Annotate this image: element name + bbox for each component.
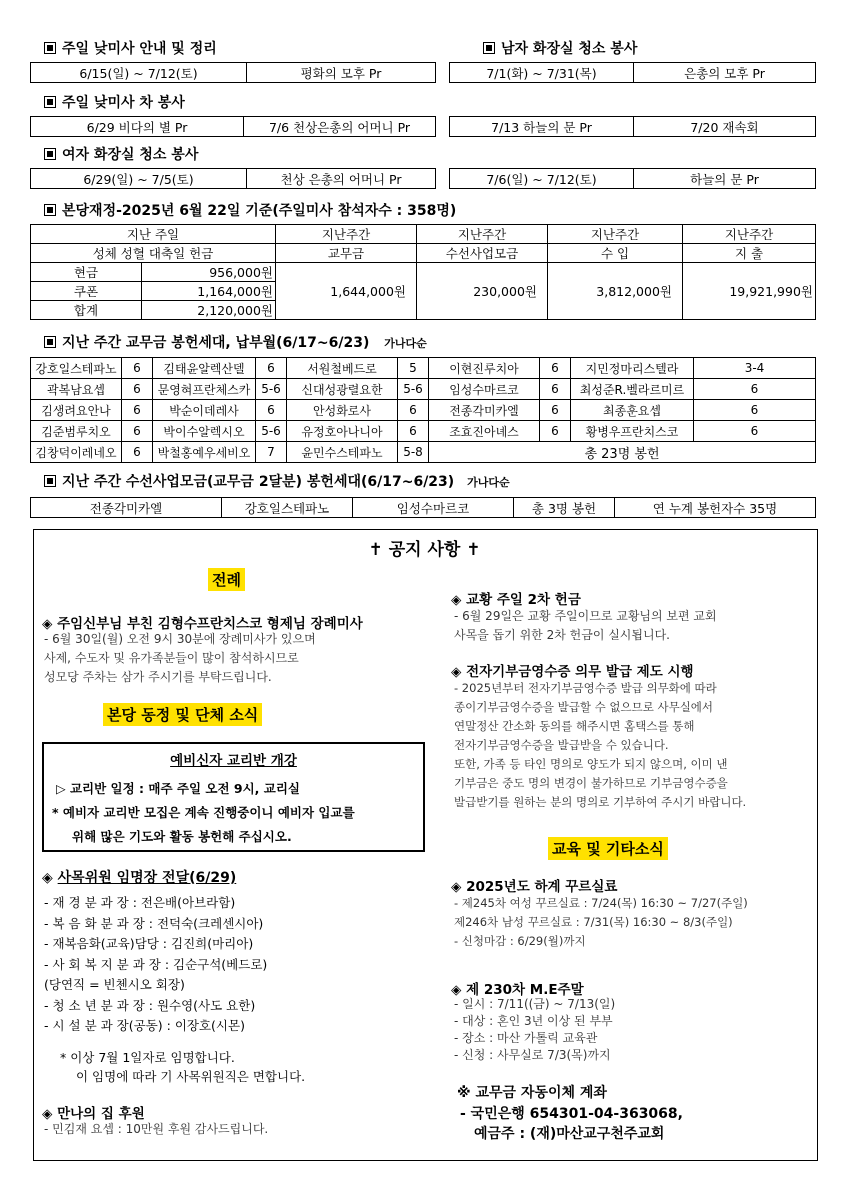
welfare-title: 지난 주간 수선사업모금(교무금 2달분) 봉헌세대(6/17~6/23) 가나다순: [44, 471, 510, 491]
finance-h-dues-2: 교무금: [276, 244, 417, 263]
dues-month: 6: [122, 442, 153, 463]
catechism-note-2: 위해 많은 기도와 활동 봉헌해 주십시오.: [72, 829, 292, 844]
tea-slot-2: 7/6 천상은총의 어머니 Pr: [244, 117, 436, 137]
finance-h-repair-2: 수선사업모금: [417, 244, 548, 263]
women-group-1: 천상 은총의 어머니 Pr: [247, 169, 436, 189]
finance-cash-label: 현금: [31, 263, 142, 282]
men-restroom-table: [449, 62, 816, 83]
finance-h-special: 성체 성혈 대축일 헌금: [31, 244, 276, 263]
dues-name: 안성화로사: [287, 400, 398, 421]
notice-title: ✝ 공지 사항 ✝: [368, 540, 481, 560]
receipt-heading: ◈ 전자기부금영수증 의무 발급 제도 시행: [451, 664, 694, 680]
dues-month: 5-8: [398, 442, 429, 463]
dues-name: 문영혀프란체스카: [153, 379, 256, 400]
committee-heading: ◈ 사목위원 임명장 전달(6/29): [42, 870, 237, 886]
catechism-note-1: * 예비자 교리반 모집은 계속 진행중이니 예비자 입교를: [52, 805, 355, 820]
dues-row: [31, 442, 816, 463]
women-table-right: [449, 168, 816, 189]
liturgy-tag: 전례: [208, 568, 245, 591]
women-date-1: 6/29(일) ~ 7/5(토): [31, 169, 247, 189]
dues-name: 이현진루치아: [429, 358, 540, 379]
catechism-schedule: ▷ 교리반 일정 : 매주 주일 오전 9시, 교리실: [56, 781, 300, 796]
dues-name: 곽복남요셉: [31, 379, 122, 400]
dues-name: 박순이데레사: [153, 400, 256, 421]
men-restroom-date: 7/1(화) ~ 7/31(목): [450, 63, 634, 83]
dues-month: 6: [694, 400, 816, 421]
pope-heading: ◈ 교황 주일 2차 헌금: [451, 592, 581, 608]
dues-month: 6: [398, 421, 429, 442]
finance-h-income-1: 지난주간: [548, 225, 683, 244]
welfare-total: 총 3명 봉헌: [514, 498, 615, 518]
dues-name: 전종각미카엘: [429, 400, 540, 421]
me-body: - 일시 : 7/11((금) ~ 7/13(일) - 대상 : 혼인 3년 이상 된 부부 - 장소 : 마산 가톨릭 교육관 - 신청 : 사무실로 7/3(목)까지: [454, 997, 616, 1062]
catechism-box: [42, 742, 425, 852]
dues-month: 5-6: [256, 421, 287, 442]
parish-tag: 본당 동정 및 단체 소식: [103, 703, 262, 726]
dues-row: [31, 400, 816, 421]
finance-cash: 956,000원: [142, 263, 276, 282]
men-restroom-title: 남자 화장실 청소 봉사: [483, 38, 637, 58]
dues-name: 황병우프란치스코: [571, 421, 694, 442]
welfare-donor-2: 강호일스테파노: [222, 498, 353, 518]
auto-transfer-heading: ※ 교무금 자동이체 계좌: [457, 1085, 607, 1101]
me-heading: ◈ 제 230차 M.E주말: [451, 982, 584, 998]
finance-h-repair-1: 지난주간: [417, 225, 548, 244]
dues-month: 6: [256, 358, 287, 379]
finance-income: 3,812,000원: [548, 263, 683, 320]
dues-name: 김준범루치오: [31, 421, 122, 442]
dues-month: 6: [256, 400, 287, 421]
dues-month: 6: [122, 400, 153, 421]
funeral-body: - 6월 30일(월) 오전 9시 30분에 장례미사가 있으며 사제, 수도자 및 유가족분들이 많이 참석하시므로 성모당 주차는 삼가 주시기를 부탁드립니다.: [44, 632, 316, 684]
retreat-heading: ◈ 2025년도 하계 꾸르실료: [451, 879, 618, 895]
tea-table-left: [30, 116, 436, 137]
dues-month: 6: [122, 358, 153, 379]
catechism-title: 예비신자 교리반 개강: [170, 753, 297, 769]
dues-month: 6: [122, 421, 153, 442]
dues-title: 지난 주간 교무금 봉헌세대, 납부월(6/17~6/23) 가나다순: [44, 332, 427, 352]
dues-month: 5: [398, 358, 429, 379]
manna-heading: ◈ 만나의 집 후원: [42, 1106, 145, 1122]
finance-h-last-week: 지난 주일: [31, 225, 276, 244]
mass-guide-table: [30, 62, 436, 83]
dues-total: 총 23명 봉헌: [429, 442, 816, 463]
dues-name: 김태윤알렉산델: [153, 358, 256, 379]
welfare-donor-3: 임성수마르코: [353, 498, 514, 518]
finance-total-label: 합계: [31, 301, 142, 320]
dues-name: 윤민수스테파노: [287, 442, 398, 463]
manna-body: - 민김재 요셉 : 10만원 후원 감사드립니다.: [44, 1122, 269, 1136]
tea-slot-1: 6/29 비다의 별 Pr: [31, 117, 244, 137]
men-restroom-group: 은총의 모후 Pr: [634, 63, 816, 83]
mass-guide-group: 평화의 모후 Pr: [247, 63, 436, 83]
square-bullet-icon: [44, 475, 56, 487]
dues-month: 6: [540, 379, 571, 400]
tea-slot-4: 7/20 재속회: [634, 117, 816, 137]
finance-h-expense-1: 지난주간: [683, 225, 816, 244]
dues-name: 최종훈요셉: [571, 400, 694, 421]
finance-dues: 1,644,000원: [276, 263, 417, 320]
square-bullet-icon: [44, 96, 56, 108]
finance-coupon-label: 쿠폰: [31, 282, 142, 301]
dues-month: 6: [540, 358, 571, 379]
dues-row: [31, 379, 816, 400]
dues-name: 최성준R.벨라르미르: [571, 379, 694, 400]
receipt-body: - 2025년부터 전자기부금영수증 발급 의무화에 따라 종이기부금영수증을 발급할 수 없으므로 사무실에서 연말정산 간소화 동의를 해주시면 홈택스를 통해 전자기부금영수증을 발급받을 수 있습니다. 또한, 가족 등 타인 명의로 양도가 되지 않으며, 이미 낸 기부금은 중도 명의 변경이 불가하므로 기부금영수증을 발급받기를 원하는 분의 명의로 기부하여 주시기 바랍니다.: [454, 681, 747, 809]
welfare-donor-1: 전종각미카엘: [31, 498, 222, 518]
edu-tag: 교육 및 기타소식: [548, 837, 668, 860]
welfare-cumulative: 연 누계 봉헌자수 35명: [615, 498, 816, 518]
square-bullet-icon: [44, 336, 56, 348]
square-bullet-icon: [44, 204, 56, 216]
square-bullet-icon: [483, 42, 495, 54]
dues-month: 3-4: [694, 358, 816, 379]
dues-month: 6: [122, 379, 153, 400]
dues-month: 6: [540, 421, 571, 442]
committee-notes: * 이상 7월 1일자로 임명합니다. 이 임명에 따라 기 사목위원직은 면합니다.: [60, 1050, 306, 1084]
dues-name: 강호일스테파노: [31, 358, 122, 379]
tea-slot-3: 7/13 하늘의 문 Pr: [450, 117, 634, 137]
dues-month: 6: [694, 421, 816, 442]
finance-total: 2,120,000원: [142, 301, 276, 320]
women-date-2: 7/6(일) ~ 7/12(토): [450, 169, 634, 189]
square-bullet-icon: [44, 148, 56, 160]
finance-title: 본당재정-2025년 6월 22일 기준(주일미사 참석자수 : 358명): [44, 200, 456, 220]
mass-guide-title: 주일 낮미사 안내 및 정리: [44, 38, 217, 58]
dues-name: 유정호아나니아: [287, 421, 398, 442]
auto-transfer-body: - 국민은행 654301-04-363068, 예금주 : (재)마산교구천주교회: [460, 1106, 683, 1142]
women-restroom-title: 여자 화장실 청소 봉사: [44, 144, 198, 164]
welfare-table: [30, 497, 816, 518]
dues-month: 5-6: [256, 379, 287, 400]
finance-h-dues-1: 지난주간: [276, 225, 417, 244]
finance-table: [30, 224, 816, 320]
dues-row: [31, 358, 816, 379]
finance-h-expense-2: 지 출: [683, 244, 816, 263]
women-group-2: 하늘의 문 Pr: [634, 169, 816, 189]
mass-guide-date: 6/15(일) ~ 7/12(토): [31, 63, 247, 83]
funeral-heading: ◈ 주임신부님 부친 김형수프란치스코 형제님 장례미사: [42, 616, 363, 632]
dues-month: 6: [694, 379, 816, 400]
dues-month: 6: [540, 400, 571, 421]
dues-name: 박철홍예우세비오: [153, 442, 256, 463]
dues-month: 6: [398, 400, 429, 421]
finance-repair: 230,000원: [417, 263, 548, 320]
dues-month: 7: [256, 442, 287, 463]
dues-name: 박이수알렉시오: [153, 421, 256, 442]
dues-name: 조효진아녜스: [429, 421, 540, 442]
committee-list: - 재 경 분 과 장 : 전은배(아브라함) - 복 음 화 분 과 장 : 전덕숙(크레센시아) - 재복음화(교육)담당 : 김진희(마리아) - 사 회 복 지 분 과 장 : 김순구석(베드로) (당연직 = 빈첸시오 회장) - 청 소 년 분 과 장 : 원수영(사도 요한) - 시 설 분 과 장(공동) : 이장호(시몬): [44, 895, 268, 1033]
finance-expense: 19,921,990원: [683, 263, 816, 320]
dues-row: [31, 421, 816, 442]
dues-name: 서원철베드로: [287, 358, 398, 379]
dues-name: 신대성광렬요한: [287, 379, 398, 400]
finance-h-income-2: 수 입: [548, 244, 683, 263]
dues-name: 임성수마르코: [429, 379, 540, 400]
square-bullet-icon: [44, 42, 56, 54]
dues-table: [30, 357, 816, 463]
finance-coupon: 1,164,000원: [142, 282, 276, 301]
tea-table-right: [449, 116, 816, 137]
dues-name: 지민정마리스텔라: [571, 358, 694, 379]
mass-tea-title: 주일 낮미사 차 봉사: [44, 92, 185, 112]
dues-name: 김창덕이레네오: [31, 442, 122, 463]
retreat-body: - 제245차 여성 꾸르실료 : 7/24(목) 16:30 ~ 7/27(주일) 제246차 남성 꾸르실료 : 7/31(목) 16:30 ~ 8/3(주일) - 신청마감 : 6/29(월)까지: [454, 896, 748, 948]
women-table-left: [30, 168, 436, 189]
dues-name: 김생려요안나: [31, 400, 122, 421]
pope-body: - 6월 29일은 교황 주일이므로 교황님의 보편 교회 사목을 돕기 위한 2차 헌금이 실시됩니다.: [454, 609, 717, 642]
dues-month: 5-6: [398, 379, 429, 400]
